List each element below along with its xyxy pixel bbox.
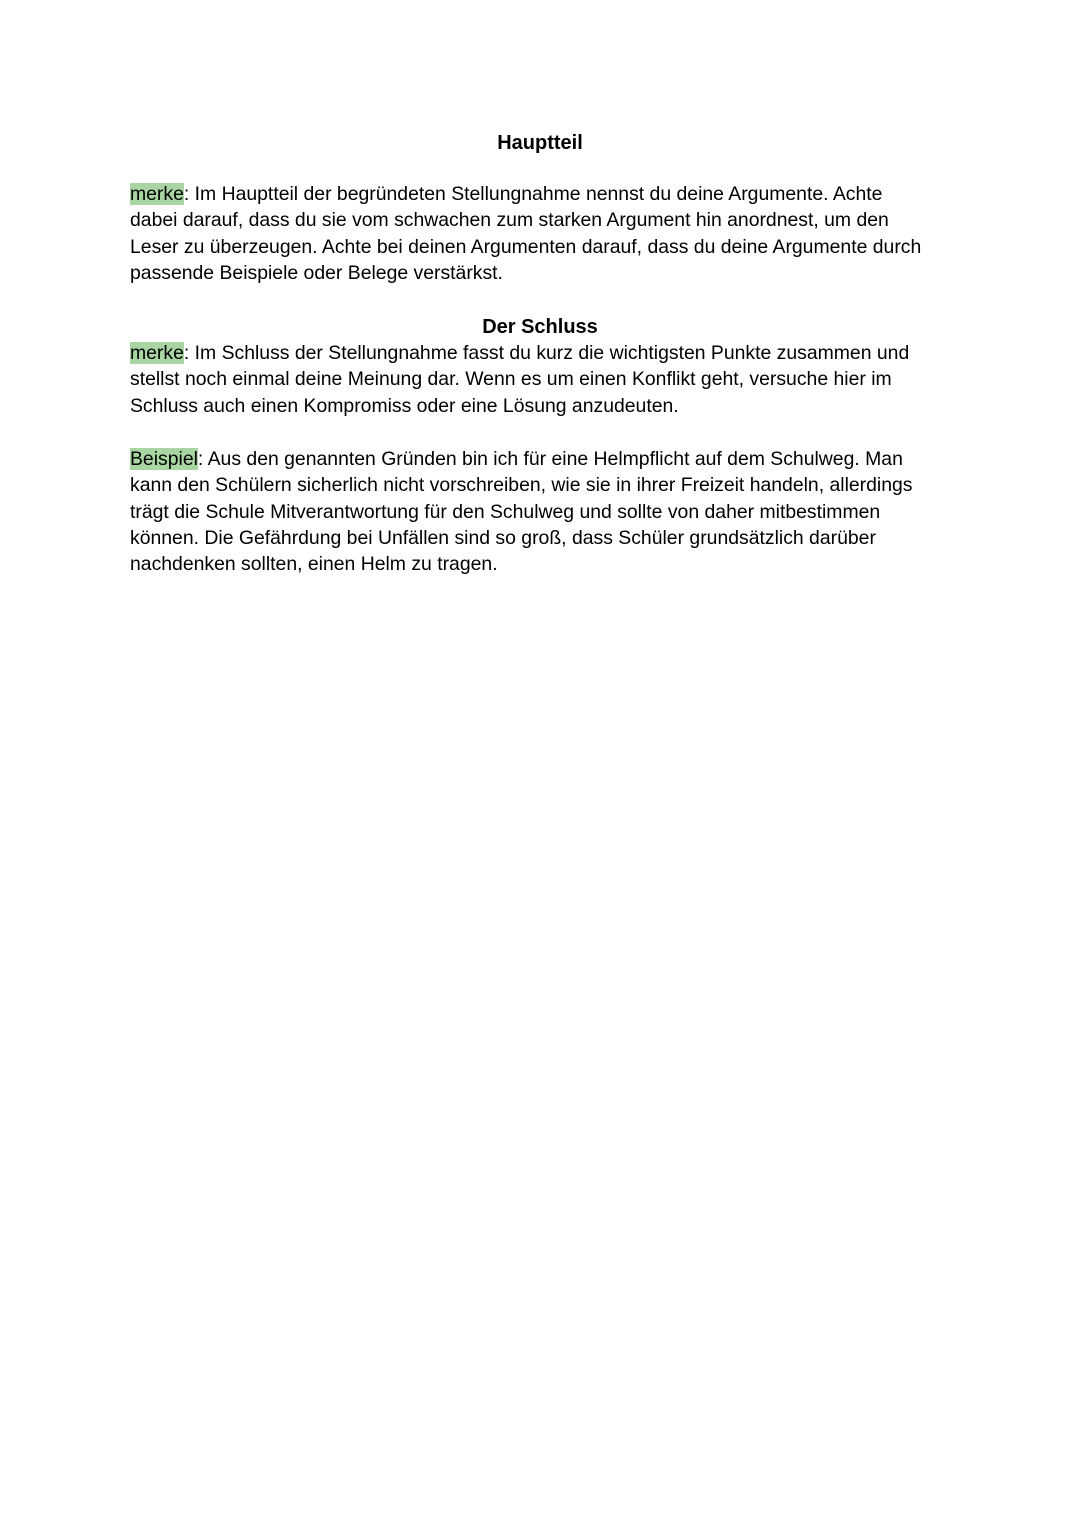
- paragraph-line: kann den Schülern sicherlich nicht vorschreiben, wie sie in ihrer Freizeit handeln, allerdings: [130, 474, 913, 497]
- paragraph-line: Leser zu überzeugen. Achte bei deinen Argumenten darauf, dass du deine Argumente durch: [130, 235, 922, 258]
- highlight-label-merke: merke: [130, 342, 184, 364]
- paragraph-line: Schluss auch einen Kompromiss oder eine Lösung anzudeuten.: [130, 394, 679, 417]
- paragraph-line: dabei darauf, dass du sie vom schwachen zum starken Argument hin anordnest, um den: [130, 209, 889, 232]
- paragraph-line: [130, 446, 960, 472]
- paragraph-text: : Im Schluss der Stellungnahme fasst du kurz die wichtigsten Punkte zusammen und: [183, 342, 910, 364]
- paragraph-line: passende Beispiele oder Belege verstärkst.: [130, 261, 503, 284]
- paragraph-hauptteil: [130, 181, 960, 286]
- paragraph-line: trägt die Schule Mitverantwortung für den Schulweg und sollte von daher mitbestimmen: [130, 500, 881, 523]
- highlight-label-merke: merke: [130, 183, 184, 205]
- paragraph-text: : Aus den genannten Gründen bin ich für eine Helmpflicht auf dem Schulweg. Man: [197, 448, 903, 470]
- paragraph-line: können. Die Gefährdung bei Unfällen sind so groß, dass Schüler grundsätzlich darüber: [130, 526, 876, 549]
- paragraph-text: : Im Hauptteil der begründeten Stellungnahme nennst du deine Argumente. Achte: [183, 183, 883, 205]
- paragraph-beispiel: [130, 446, 960, 577]
- paragraph-line: [130, 181, 960, 207]
- highlight-label-beispiel: Beispiel: [130, 448, 198, 470]
- paragraph-schluss: [130, 340, 960, 419]
- heading-hauptteil: Hauptteil: [497, 132, 583, 154]
- paragraph-line: stellst noch einmal deine Meinung dar. Wenn es um einen Konflikt geht, versuche hier im: [130, 368, 892, 391]
- paragraph-line: [130, 340, 960, 366]
- heading-der-schluss: Der Schluss: [482, 316, 598, 338]
- paragraph-line: nachdenken sollten, einen Helm zu tragen.: [130, 553, 498, 576]
